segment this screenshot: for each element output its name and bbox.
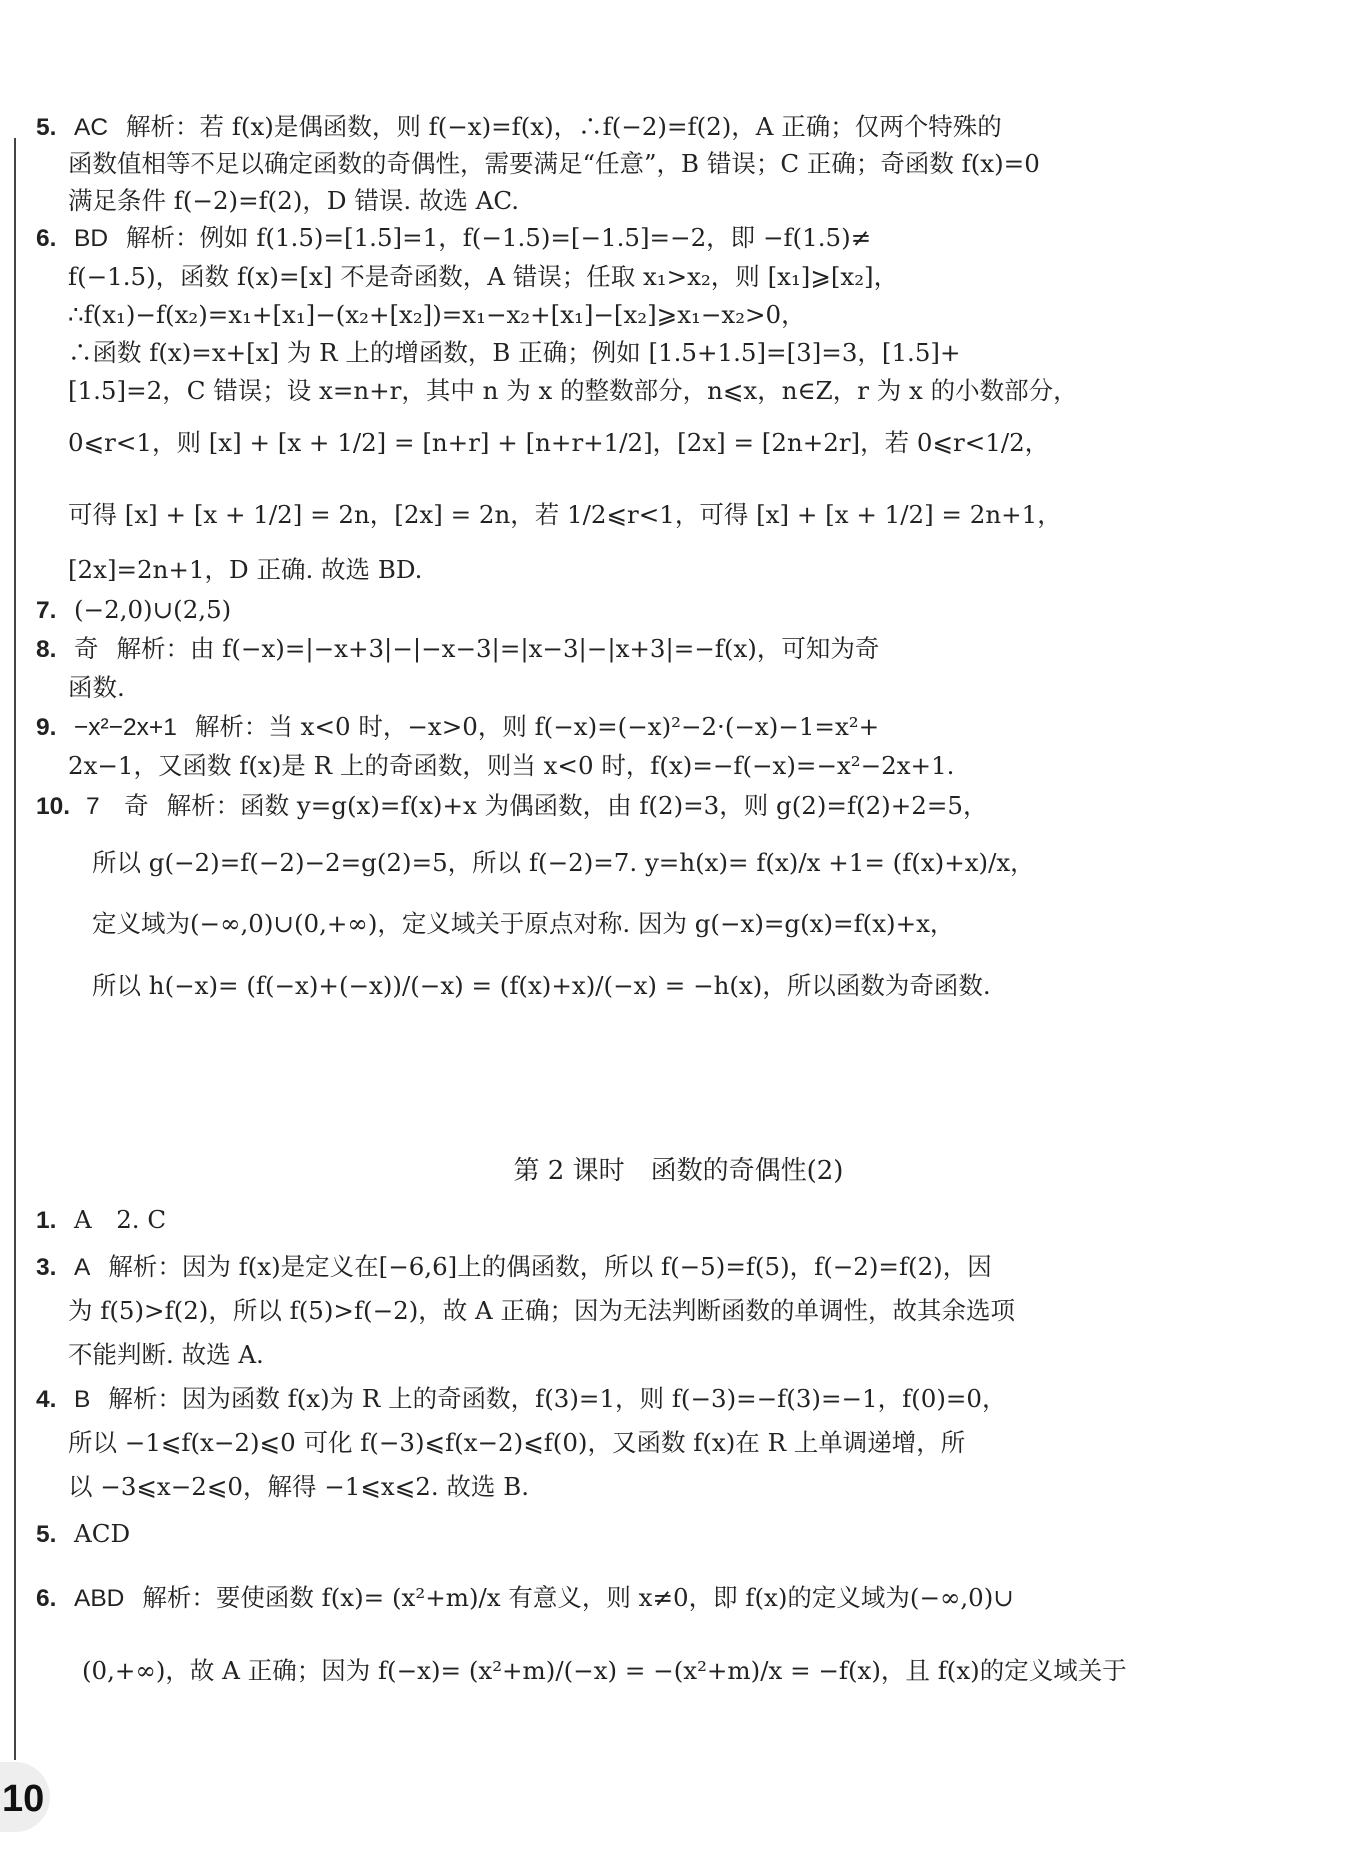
item-number: 6. xyxy=(36,225,57,252)
answer-s2-3-line-1 xyxy=(36,1252,992,1283)
answer-text: ACD xyxy=(74,1519,131,1548)
explanation-text: 解析：例如 f(1.5)=[1.5]=1，f(−1.5)=[−1.5]=−2，即 −f(1.5)≠ xyxy=(126,223,872,252)
item-number: 10. xyxy=(36,793,71,820)
answer-s2-1 xyxy=(36,1205,166,1236)
answer-6-line-5: [1.5]=2，C 错误；设 x=n+r，其中 n 为 x 的整数部分，n⩽x，n∈Z，r 为 x 的小数部分， xyxy=(68,376,1078,405)
item-number: 3. xyxy=(36,1254,57,1281)
answer-7-line-1 xyxy=(36,595,231,626)
answer-s2-3-line-3: 不能判断. 故选 A. xyxy=(68,1340,264,1369)
answer-9-line-2: 2x−1，又函数 f(x)是 R 上的奇函数，则当 x<0 时，f(x)=−f(−x)=−x²−2x+1. xyxy=(68,751,955,780)
answer-5-line-1 xyxy=(36,112,1002,143)
explanation-text: 解析：若 f(x)是偶函数，则 f(−x)=f(x)，∴f(−2)=f(2)，A 正确；仅两个特殊的 xyxy=(126,112,1002,141)
answer-10-line-3: 定义域为(−∞,0)∪(0,+∞)，定义域关于原点对称. 因为 g(−x)=g(x)=f(x)+x， xyxy=(92,909,955,938)
answer-s2-6-line-1 xyxy=(36,1583,1014,1614)
explanation-text: 解析：由 f(−x)=|−x+3|−|−x−3|=|x−3|−|x+3|=−f(x)，可知为奇 xyxy=(116,634,880,663)
answer-key: A xyxy=(74,1254,91,1281)
answer-6-line-4: ∴函数 f(x)=x+[x] 为 R 上的增函数，B 正确；例如 [1.5+1.5]=[3]=3，[1.5]+ xyxy=(68,338,961,367)
item-number: 5. xyxy=(36,1521,57,1548)
item-number: 6. xyxy=(36,1585,57,1612)
answer-key: BD xyxy=(74,225,109,252)
answer-s2-4-line-3: 以 −3⩽x−2⩽0，解得 −1⩽x⩽2. 故选 B. xyxy=(68,1472,530,1501)
answer-key: B xyxy=(74,1386,91,1413)
answer-key: 7 奇 xyxy=(86,793,149,820)
section-title: 第 2 课时 函数的奇偶性(2) xyxy=(513,1156,844,1186)
answer-6-line-8: [2x]=2n+1，D 正确. 故选 BD. xyxy=(68,555,423,584)
answer-text: (−2,0)∪(2,5) xyxy=(74,595,232,624)
item-number: 7. xyxy=(36,597,57,624)
answer-9-line-1 xyxy=(36,712,879,743)
explanation-text: 解析：因为函数 f(x)为 R 上的奇函数，f(3)=1，则 f(−3)=−f(3)=−1，f(0)=0， xyxy=(108,1384,1007,1413)
answer-6-line-2: f(−1.5)，函数 f(x)=[x] 不是奇函数，A 错误；任取 x₁>x₂，则 [x₁]⩾[x₂]， xyxy=(68,262,899,291)
answer-10-line-2: 所以 g(−2)=f(−2)−2=g(2)=5，所以 f(−2)=7. y=h(x)= f(x)/x +1= (f(x)+x)/x， xyxy=(92,848,1035,877)
answer-6-line-6: 0⩽r<1，则 [x] + [x + 1/2] = [n+r] + [n+r+1/2]，[2x] = [2n+2r]，若 0⩽r<1/2， xyxy=(68,428,1050,457)
answer-8-line-1 xyxy=(36,634,879,665)
item-number: 8. xyxy=(36,636,57,663)
answer-6-line-7: 可得 [x] + [x + 1/2] = 2n，[2x] = 2n，若 1/2⩽r<1，可得 [x] + [x + 1/2] = 2n+1， xyxy=(68,500,1062,529)
answer-6-line-3: ∴f(x₁)−f(x₂)=x₁+[x₁]−(x₂+[x₂])=x₁−x₂+[x₁]−[x₂]⩾x₁−x₂>0， xyxy=(68,300,806,329)
answer-s2-4-line-1 xyxy=(36,1384,1007,1415)
answer-key: 奇 xyxy=(74,636,99,663)
answer-10-line-1 xyxy=(36,791,987,822)
item-number: 5. xyxy=(36,114,57,141)
item-number: 1. xyxy=(36,1207,57,1234)
answer-5-line-3: 满足条件 f(−2)=f(2)，D 错误. 故选 AC. xyxy=(68,186,520,215)
answer-s2-3-line-2: 为 f(5)>f(2)，所以 f(5)>f(−2)，故 A 正确；因为无法判断函数的单调性，故其余选项 xyxy=(68,1296,1016,1325)
answer-text: A 2. C xyxy=(74,1205,167,1234)
answer-5-line-2: 函数值相等不足以确定函数的奇偶性，需要满足“任意”，B 错误；C 正确；奇函数 f(x)=0 xyxy=(68,149,1040,178)
item-number: 4. xyxy=(36,1386,57,1413)
explanation-text: 解析：因为 f(x)是定义在[−6,6]上的偶函数，所以 f(−5)=f(5)，f(−2)=f(2)，因 xyxy=(108,1252,992,1281)
page-number: 10 xyxy=(2,1778,45,1820)
answer-s2-6-line-2: (0,+∞)，故 A 正确；因为 f(−x)= (x²+m)/(−x) = −(x²+m)/x = −f(x)，且 f(x)的定义域关于 xyxy=(82,1656,1127,1685)
answer-8-line-2: 函数. xyxy=(68,673,125,702)
answer-6-line-1 xyxy=(36,223,871,254)
answer-10-line-4: 所以 h(−x)= (f(−x)+(−x))/(−x) = (f(x)+x)/(−x) = −h(x)，所以函数为奇函数. xyxy=(92,971,991,1000)
explanation-text: 解析：函数 y=g(x)=f(x)+x 为偶函数，由 f(2)=3，则 g(2)=f(2)+2=5， xyxy=(166,791,988,820)
answer-key: AC xyxy=(74,114,109,141)
answer-key: −x²−2x+1 xyxy=(74,714,177,741)
item-number: 9. xyxy=(36,714,57,741)
answer-s2-4-line-2: 所以 −1⩽f(x−2)⩽0 可化 f(−3)⩽f(x−2)⩽f(0)，又函数 f(x)在 R 上单调递增，所 xyxy=(68,1428,966,1457)
explanation-text: 解析：当 x<0 时，−x>0，则 f(−x)=(−x)²−2·(−x)−1=x²+ xyxy=(194,712,880,741)
answer-key: ABD xyxy=(74,1585,125,1612)
explanation-text: 解析：要使函数 f(x)= (x²+m)/x 有意义，则 x≠0，即 f(x)的定义域为(−∞,0)∪ xyxy=(142,1583,1014,1612)
answer-s2-5 xyxy=(36,1519,130,1550)
